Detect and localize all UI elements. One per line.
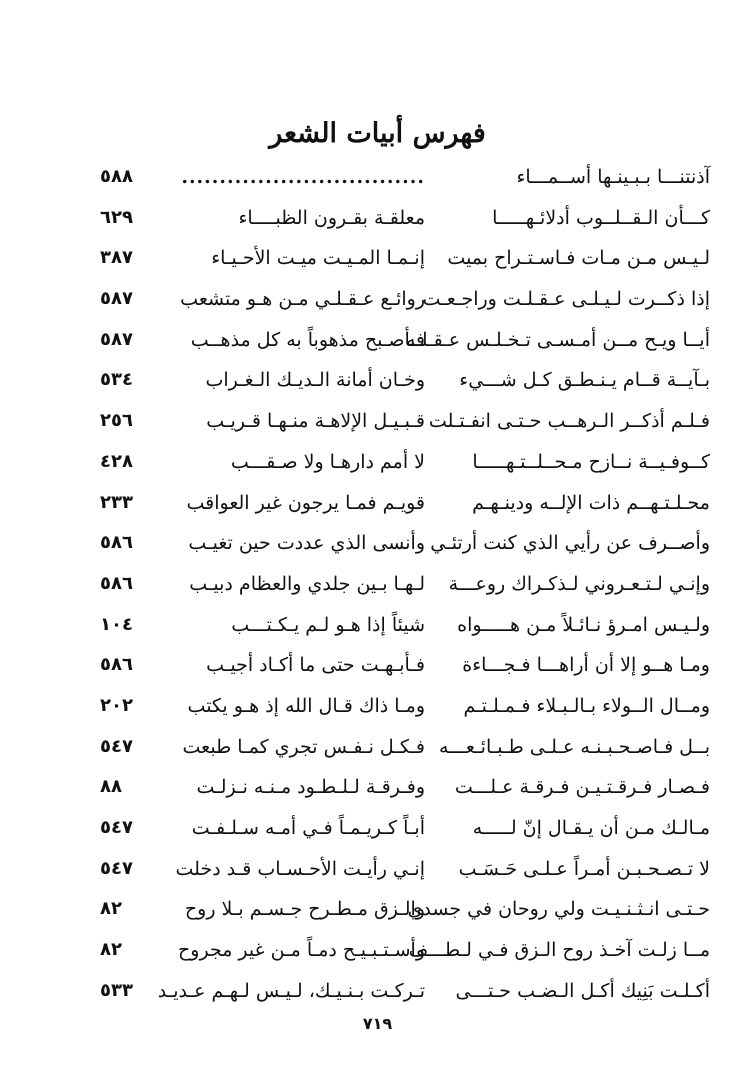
page-reference: ٦٢٩	[100, 206, 133, 228]
page-reference: ٥٣٤	[100, 369, 133, 391]
verse-row	[0, 443, 755, 484]
verse-first-hemistich: ومـا هــو إلا أن أراهـــا فـجـــاءة	[462, 654, 710, 677]
page-reference: ٢٠٢	[100, 694, 133, 716]
page-reference: ٥٨٨	[100, 166, 133, 187]
verse-first-hemistich: مـالـك مـن أن يـقـال إنّ لـــــه	[472, 817, 710, 839]
verse-row	[0, 280, 755, 321]
verse-first-hemistich: كــوفـيــة نــازح مـحــلــتـهـــــا	[472, 450, 710, 473]
page-reference: ٥٨٧	[100, 328, 133, 350]
page-reference: ١٠٤	[100, 613, 133, 635]
page-reference: ٥٤٧	[100, 735, 133, 757]
verse-first-hemistich: فـصـار فـرقـتـيـن فـرقـة عـلـــت	[454, 776, 710, 799]
verse-second-hemistich: إنـمـا المـيـت ميـت الأحـيـاء	[211, 247, 425, 270]
verse-first-hemistich: مــا زلـت آخـذ روح الـزق فـي لـطـــف	[408, 939, 710, 962]
page-reference: ٤٢٨	[100, 450, 133, 472]
verse-second-hemistich: فـكـل نـفـس تجري كمـا طبعت	[182, 735, 425, 758]
verse-row	[0, 972, 755, 1013]
verse-row	[0, 565, 755, 606]
verse-second-hemistich: لـهـا بـين جلدي والعظام دبيـب	[189, 572, 425, 595]
verse-row	[0, 361, 755, 402]
page-reference: ٢٣٣	[100, 491, 133, 513]
verse-second-hemistich: فـأصـبح مذهوباً به كل مذهــب	[190, 328, 425, 351]
page-reference: ٥٣٣	[100, 979, 133, 1001]
page-number: ٧١٩	[362, 1014, 393, 1033]
verse-second-hemistich: وخـان أمانة الـديـك الـغـراب	[205, 369, 425, 392]
verse-second-hemistich: والـزق مـطـرح جـسـم بـلا روح	[184, 898, 425, 921]
verse-second-hemistich: روائـع عـقـلـي مـن هـو متشعب	[180, 288, 425, 311]
verse-second-hemistich: وفـرقـة لـلـطـود مـنـه نـزلـت	[196, 776, 425, 799]
verse-first-hemistich: أيــا ويـح مــن أمـسـى تـخـلـس عـقـلـه	[405, 328, 710, 351]
verse-second-hemistich: أبـاً كـريـمـاً فـي أمـه سـلـفـت	[191, 817, 425, 839]
page-reference: ٥٨٦	[100, 532, 133, 554]
verse-row	[0, 484, 755, 525]
verse-row	[0, 158, 755, 199]
verse-row	[0, 199, 755, 240]
verse-row	[0, 768, 755, 809]
verse-first-hemistich: بـآيــة قــام يـنـطـق كـل شـــيء	[459, 369, 710, 392]
verse-first-hemistich: وأصــرف عن رأيي الذي كنت أرتئـي	[430, 532, 710, 555]
verse-row	[0, 646, 755, 687]
verse-second-hemistich: فـأبـهـت حتى ما أكـاد أجيـب	[206, 654, 425, 677]
verse-first-hemistich: وإنـي لـتـعـروني لـذكـراك روعـــة	[448, 572, 710, 595]
verse-first-hemistich: لا تـصـحـبـن أمـراً عـلـى حَـسَـب	[458, 857, 710, 880]
verse-row	[0, 687, 755, 728]
verse-second-hemistich: قـبـيـل الإلاهـة منـهـا قـريـب	[206, 410, 425, 433]
verse-first-hemistich: أكـلـت بَنِيك أكـل الـضـب حـتـــى	[455, 979, 710, 1002]
page-reference: ٥٨٧	[100, 288, 133, 310]
verse-first-hemistich: ولـيـس امـرؤ نـائـلاً مـن هـــــواه	[457, 613, 710, 636]
page-reference: ٨٢	[100, 939, 122, 961]
verse-row	[0, 809, 755, 850]
verse-row	[0, 931, 755, 972]
verse-first-hemistich: بــل فـاصـحـبـنـه عـلـى طـبـائـعـــه	[439, 735, 710, 758]
verse-row	[0, 890, 755, 931]
verse-second-hemistich: تـركـت بـنـيـك، لـيـس لـهـم عـديـد	[157, 979, 425, 1002]
verse-second-hemistich: معلقـة بقـرون الظبــــاء	[238, 206, 425, 229]
verse-second-hemistich: إنـي رأيـت الأحـسـاب قـد دخلت	[175, 857, 425, 880]
page-reference: ٥٨٦	[100, 572, 133, 594]
verse-row	[0, 850, 755, 891]
verse-second-hemistich: شيئاً إذا هـو لـم يـكـتـــب	[231, 613, 425, 636]
verse-first-hemistich: آذنتنـــا بـبـينـها أســمـــاء	[516, 166, 710, 188]
verse-row	[0, 728, 755, 769]
page-reference: ٢٥٦	[100, 410, 133, 432]
verse-second-hemistich: ومـا ذاك قـال الله إذ هـو يكتب	[187, 694, 425, 717]
verse-row	[0, 606, 755, 647]
page-reference: ٣٨٧	[100, 247, 133, 269]
verse-first-hemistich: ومــال الــولاء بـالـبـلاء فـمـلـتـم	[463, 694, 710, 717]
verse-first-hemistich: فـلـم أذكــر الـرهــب حـتـى انفـتـلت	[428, 410, 710, 433]
page-title: فهرس أبيات الشعر	[269, 118, 486, 149]
verse-row	[0, 524, 755, 565]
page-reference: ٨٢	[100, 898, 122, 920]
verse-first-hemistich: كـــأن الـقــلــوب أدلائـهـــــا	[492, 206, 710, 229]
page-reference: ٨٨	[100, 776, 122, 798]
verse-second-hemistich: وأسـتـبـيـح دمـاً مـن غير مجروح	[178, 939, 425, 962]
verse-first-hemistich: لـيـس مـن مـات فـاسـتـراح بميت	[447, 247, 710, 270]
verse-row	[0, 402, 755, 443]
verse-second-hemistich: لا أمم دارهـا ولا صـقـــب	[230, 450, 425, 473]
verse-row	[0, 239, 755, 280]
page-reference: ٥٤٧	[100, 817, 133, 838]
page-reference: ٥٤٧	[100, 857, 133, 879]
verse-first-hemistich: محـلـتـهــم ذات الإلــه ودينـهـم	[472, 491, 710, 514]
page-reference: ٥٨٦	[100, 654, 133, 676]
verse-second-hemistich: قويـم فمـا يرجون غير العواقب	[186, 491, 425, 514]
verse-second-hemistich: ................................	[181, 166, 425, 188]
verse-first-hemistich: إذا ذكــرت لـيـلـى عـقـلـت وراجـعـت	[422, 288, 710, 311]
verse-second-hemistich: وأنسى الذي عددت حين تغيـب	[188, 532, 425, 555]
verse-index-list	[0, 158, 755, 1012]
verse-row	[0, 321, 755, 362]
verse-first-hemistich: حـتـى انـثـنـيـت ولي روحان في جسدي	[407, 898, 710, 921]
